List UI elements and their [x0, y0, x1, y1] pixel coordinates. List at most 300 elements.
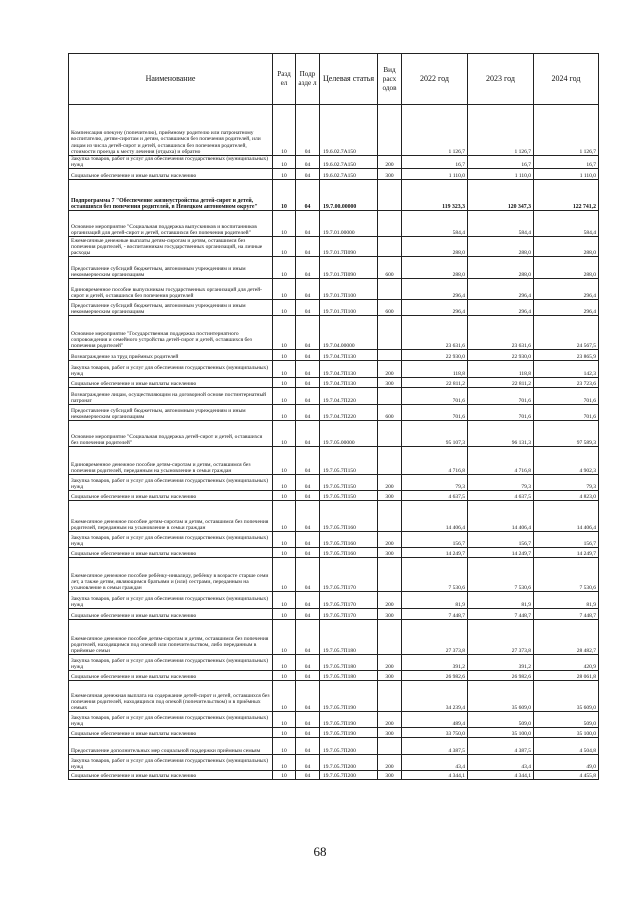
cell-razd: 10 [273, 180, 296, 211]
cell-vid [378, 620, 402, 655]
cell-razd: 10 [273, 105, 296, 156]
cell-name: Закупка товаров, работ и услуг для обеспечения государственных (муниципальных) нужд [69, 655, 273, 671]
cell-2024: 584,4 [534, 211, 599, 237]
cell-vid: 300 [378, 609, 402, 620]
cell-razd: 10 [273, 532, 296, 548]
cell-podr: 04 [296, 620, 320, 655]
table-row [69, 728, 599, 738]
cell-2022: 95 107,3 [402, 421, 468, 447]
cell-2022: 34 239,4 [402, 681, 468, 712]
cell-vid: 200 [378, 475, 402, 491]
cell-2023: 14 249,7 [468, 548, 534, 558]
header-razd: Разд ел [273, 54, 296, 105]
cell-podr: 04 [296, 491, 320, 501]
cell-name: Закупка товаров, работ и услуг для обеспечения государственных (муниципальных) нужд [69, 592, 273, 609]
cell-target: 19.7.05.7П150 [320, 475, 378, 491]
cell-podr: 04 [296, 211, 320, 237]
cell-name: Ежемесячные денежные выплаты детям-сиротам и детям, оставшимся без попечения родителей, - воспитанникам государственных организаций, на личные расходы [69, 237, 273, 257]
cell-name: Предоставление субсидий бюджетным, автономным учреждениям и иным некоммерческим организациям [69, 257, 273, 279]
cell-podr: 04 [296, 421, 320, 447]
cell-2022: 584,4 [402, 211, 468, 237]
cell-vid [378, 279, 402, 300]
cell-2024: 14 249,7 [534, 548, 599, 558]
cell-2022: 296,4 [402, 279, 468, 300]
cell-podr: 04 [296, 712, 320, 728]
table-row [69, 211, 599, 237]
cell-target: 19.7.01.7П100 [320, 300, 378, 316]
cell-podr: 04 [296, 156, 320, 169]
cell-2022: 7 530,6 [402, 558, 468, 592]
cell-2023: 296,4 [468, 279, 534, 300]
cell-2024: 4 902,3 [534, 447, 599, 475]
cell-2024: 35 609,0 [534, 681, 599, 712]
cell-podr: 04 [296, 257, 320, 279]
cell-razd: 10 [273, 388, 296, 405]
cell-2022: 14 249,7 [402, 548, 468, 558]
cell-2023: 96 131,3 [468, 421, 534, 447]
cell-name: Закупка товаров, работ и услуг для обеспечения государственных (муниципальных) нужд [69, 361, 273, 378]
header-2023: 2023 год [468, 54, 534, 105]
cell-name: Ежемесячная денежная выплата на содержание детей-сирот и детей, оставшихся без попечения родителей, находящихся под опекой (попечительством) и в приёмных семьях [69, 681, 273, 712]
cell-razd: 10 [273, 755, 296, 771]
cell-vid: 600 [378, 405, 402, 421]
cell-target: 19.7.05.7П180 [320, 655, 378, 671]
cell-2024: 142,3 [534, 361, 599, 378]
cell-podr: 04 [296, 180, 320, 211]
cell-target: 19.7.01.00000 [320, 211, 378, 237]
cell-podr: 04 [296, 350, 320, 361]
table-row [69, 361, 599, 378]
cell-2023: 7 530,6 [468, 558, 534, 592]
table-row [69, 548, 599, 558]
cell-target: 19.7.01.7П100 [320, 279, 378, 300]
cell-razd: 10 [273, 257, 296, 279]
cell-name: Ежемесячное денежное пособие детям-сиротам и детям, оставшимся без попечения родителей, переданным на усыновление в семьи граждан [69, 501, 273, 532]
cell-target: 19.6.02.7А150 [320, 156, 378, 169]
cell-2024: 701,6 [534, 405, 599, 421]
header-name: Наименование [69, 54, 273, 105]
cell-vid [378, 738, 402, 755]
table-row [69, 169, 599, 180]
cell-2023: 4 716,8 [468, 447, 534, 475]
cell-2023: 81,9 [468, 592, 534, 609]
cell-target: 19.7.05.7П160 [320, 501, 378, 532]
cell-2023: 296,4 [468, 300, 534, 316]
cell-target: 19.7.05.7П190 [320, 681, 378, 712]
cell-2024: 420,9 [534, 655, 599, 671]
cell-2024: 4 504,8 [534, 738, 599, 755]
cell-vid: 200 [378, 712, 402, 728]
cell-razd: 10 [273, 501, 296, 532]
cell-podr: 04 [296, 755, 320, 771]
cell-2024: 16,7 [534, 156, 599, 169]
table-row [69, 755, 599, 771]
cell-name: Социальное обеспечение и иные выплаты населению [69, 169, 273, 180]
cell-podr: 04 [296, 316, 320, 350]
cell-target: 19.7.04.00000 [320, 316, 378, 350]
cell-razd: 10 [273, 169, 296, 180]
cell-2022: 7 448,7 [402, 609, 468, 620]
cell-target: 19.7.05.7П190 [320, 712, 378, 728]
cell-target: 19.7.05.7П180 [320, 671, 378, 681]
cell-vid [378, 388, 402, 405]
table-row [69, 237, 599, 257]
cell-razd: 10 [273, 548, 296, 558]
cell-vid [378, 421, 402, 447]
cell-razd: 10 [273, 771, 296, 780]
table-row [69, 491, 599, 501]
cell-target: 19.7.04.7П220 [320, 405, 378, 421]
cell-name: Вознаграждение лицам, осуществляющим на договорной основе постинтернатный патронат [69, 388, 273, 405]
cell-vid: 200 [378, 156, 402, 169]
cell-target: 19.7.05.7П150 [320, 491, 378, 501]
cell-name: Закупка товаров, работ и услуг для обеспечения государственных (муниципальных) нужд [69, 475, 273, 491]
header-target: Целевая статья [320, 54, 378, 105]
cell-vid [378, 350, 402, 361]
cell-razd: 10 [273, 712, 296, 728]
header-vid: Вид расх одов [378, 54, 402, 105]
cell-podr: 04 [296, 237, 320, 257]
page-number: 68 [313, 844, 327, 859]
cell-2024: 701,6 [534, 388, 599, 405]
table-row [69, 532, 599, 548]
cell-2023: 16,7 [468, 156, 534, 169]
cell-target: 19.7.04.7П130 [320, 378, 378, 388]
cell-podr: 04 [296, 655, 320, 671]
cell-2022: 26 982,6 [402, 671, 468, 681]
cell-podr: 04 [296, 501, 320, 532]
cell-name: Подпрограмма 7 "Обеспечение жизнеустройства детей-сирот и детей, оставшихся без попечения родителей, в Ненецком автономном округе" [69, 180, 273, 211]
cell-target: 19.7.01.7П090 [320, 257, 378, 279]
cell-2022: 14 406,4 [402, 501, 468, 532]
cell-podr: 04 [296, 592, 320, 609]
cell-2022: 4 637,5 [402, 491, 468, 501]
cell-name: Предоставление дополнительных мер социальной поддержки приёмным семьям [69, 738, 273, 755]
table-row [69, 620, 599, 655]
cell-2023: 7 448,7 [468, 609, 534, 620]
table-row [69, 350, 599, 361]
table-row [69, 558, 599, 592]
budget-table-container [68, 53, 598, 780]
cell-2024: 4 823,0 [534, 491, 599, 501]
cell-2024: 7 448,7 [534, 609, 599, 620]
cell-vid [378, 681, 402, 712]
cell-2022: 296,4 [402, 300, 468, 316]
cell-vid [378, 501, 402, 532]
cell-name: Социальное обеспечение и иные выплаты населению [69, 491, 273, 501]
cell-podr: 04 [296, 771, 320, 780]
cell-razd: 10 [273, 475, 296, 491]
table-row [69, 609, 599, 620]
cell-vid [378, 105, 402, 156]
cell-name: Компенсация опекуну (попечителю), приёмному родителю или патронатному воспитателю, детям-сиротам и детям, оставшимся без попечения родителей, или лицам из числа детей-сирот и детей, оставшихся без попечения родителей, стоимости проезда к месту лечения (отдыха) и обратно [69, 105, 273, 156]
table-row [69, 447, 599, 475]
cell-podr: 04 [296, 447, 320, 475]
cell-podr: 04 [296, 105, 320, 156]
cell-2024: 122 741,2 [534, 180, 599, 211]
table-row [69, 712, 599, 728]
cell-name: Закупка товаров, работ и услуг для обеспечения государственных (муниципальных) нужд [69, 755, 273, 771]
cell-name: Вознаграждение за труд приёмных родителей [69, 350, 273, 361]
cell-2022: 23 631,6 [402, 316, 468, 350]
cell-target: 19.7.05.7П170 [320, 592, 378, 609]
cell-2022: 22 930,0 [402, 350, 468, 361]
cell-target: 19.7.01.7П090 [320, 237, 378, 257]
cell-2023: 701,6 [468, 405, 534, 421]
cell-2022: 391,2 [402, 655, 468, 671]
cell-2022: 22 811,2 [402, 378, 468, 388]
cell-2023: 26 982,6 [468, 671, 534, 681]
table-header-row [69, 54, 599, 105]
cell-2023: 22 930,0 [468, 350, 534, 361]
cell-2023: 1 126,7 [468, 105, 534, 156]
cell-razd: 10 [273, 421, 296, 447]
cell-vid: 200 [378, 532, 402, 548]
cell-podr: 04 [296, 388, 320, 405]
cell-razd: 10 [273, 655, 296, 671]
table-row [69, 405, 599, 421]
cell-vid: 300 [378, 548, 402, 558]
cell-podr: 04 [296, 300, 320, 316]
cell-razd: 10 [273, 378, 296, 388]
cell-podr: 04 [296, 548, 320, 558]
cell-2023: 391,2 [468, 655, 534, 671]
cell-2024: 35 100,0 [534, 728, 599, 738]
cell-razd: 10 [273, 211, 296, 237]
cell-2022: 81,9 [402, 592, 468, 609]
cell-2024: 296,4 [534, 300, 599, 316]
cell-podr: 04 [296, 738, 320, 755]
cell-target: 19.7.00.00000 [320, 180, 378, 211]
cell-2024: 156,7 [534, 532, 599, 548]
cell-2024: 14 406,4 [534, 501, 599, 532]
cell-vid [378, 211, 402, 237]
cell-2022: 156,7 [402, 532, 468, 548]
cell-target: 19.7.04.7П130 [320, 350, 378, 361]
table-row [69, 671, 599, 681]
cell-vid [378, 180, 402, 211]
cell-2023: 1 110,0 [468, 169, 534, 180]
cell-podr: 04 [296, 532, 320, 548]
cell-2023: 27 373,8 [468, 620, 534, 655]
cell-razd: 10 [273, 279, 296, 300]
budget-table [68, 53, 599, 780]
cell-target: 19.7.05.7П160 [320, 532, 378, 548]
cell-vid: 200 [378, 755, 402, 771]
cell-2023: 120 347,3 [468, 180, 534, 211]
cell-podr: 04 [296, 475, 320, 491]
table-row [69, 156, 599, 169]
cell-2023: 35 609,0 [468, 681, 534, 712]
header-podr: Подр азде л [296, 54, 320, 105]
cell-target: 19.7.05.00000 [320, 421, 378, 447]
table-row [69, 105, 599, 156]
cell-target: 19.7.05.7П180 [320, 620, 378, 655]
cell-name: Закупка товаров, работ и услуг для обеспечения государственных (муниципальных) нужд [69, 712, 273, 728]
cell-2024: 509,0 [534, 712, 599, 728]
cell-name: Единовременное пособие выпускникам государственных организаций для детей-сирот и детей, оставшихся без попечения родителей [69, 279, 273, 300]
table-row [69, 378, 599, 388]
header-2022: 2022 год [402, 54, 468, 105]
cell-name: Основное мероприятие "Социальная поддержка детей-сирот и детей, оставшихся без попечения родителей" [69, 421, 273, 447]
cell-2024: 7 530,6 [534, 558, 599, 592]
cell-target: 19.7.04.7П130 [320, 361, 378, 378]
cell-2023: 22 811,2 [468, 378, 534, 388]
cell-podr: 04 [296, 558, 320, 592]
cell-2022: 1 126,7 [402, 105, 468, 156]
cell-2024: 24 567,5 [534, 316, 599, 350]
cell-2024: 296,4 [534, 279, 599, 300]
cell-vid: 300 [378, 671, 402, 681]
cell-2024: 28 061,8 [534, 671, 599, 681]
cell-2024: 79,3 [534, 475, 599, 491]
cell-razd: 10 [273, 447, 296, 475]
cell-razd: 10 [273, 405, 296, 421]
cell-name: Закупка товаров, работ и услуг для обеспечения государственных (муниципальных) нужд [69, 532, 273, 548]
cell-2022: 33 750,0 [402, 728, 468, 738]
cell-2023: 288,0 [468, 237, 534, 257]
cell-name: Социальное обеспечение и иные выплаты населению [69, 378, 273, 388]
table-row [69, 771, 599, 780]
table-row [69, 180, 599, 211]
table-row [69, 681, 599, 712]
cell-name: Социальное обеспечение и иные выплаты населению [69, 771, 273, 780]
cell-2024: 23 723,6 [534, 378, 599, 388]
table-body [69, 105, 599, 780]
cell-podr: 04 [296, 169, 320, 180]
cell-name: Ежемесячное денежное пособие детям-сиротам и детям, оставшимся без попечения родителей, находящимся под опекой или попечительством, либо переданным в приёмные семьи [69, 620, 273, 655]
table-row [69, 655, 599, 671]
table-row [69, 257, 599, 279]
cell-2023: 4 344,1 [468, 771, 534, 780]
cell-2022: 16,7 [402, 156, 468, 169]
cell-razd: 10 [273, 681, 296, 712]
cell-podr: 04 [296, 378, 320, 388]
cell-2022: 4 716,8 [402, 447, 468, 475]
cell-2024: 4 455,8 [534, 771, 599, 780]
cell-vid: 600 [378, 300, 402, 316]
cell-2024: 288,0 [534, 237, 599, 257]
cell-2023: 156,7 [468, 532, 534, 548]
header-2024: 2024 год [534, 54, 599, 105]
cell-name: Социальное обеспечение и иные выплаты населению [69, 548, 273, 558]
cell-name: Предоставление субсидий бюджетным, автономным учреждениям и иным некоммерческим организациям [69, 405, 273, 421]
cell-podr: 04 [296, 609, 320, 620]
cell-2022: 489,4 [402, 712, 468, 728]
cell-vid: 200 [378, 361, 402, 378]
cell-2022: 79,3 [402, 475, 468, 491]
cell-name: Ежемесячное денежное пособие ребёнку-инвалиду, ребёнку в возрасте старше семи лет, а также детям, являющимся братьями и (или) сестрами, переданным на усыновление в семьи граждан [69, 558, 273, 592]
cell-name: Социальное обеспечение и иные выплаты населению [69, 728, 273, 738]
table-row [69, 475, 599, 491]
cell-2023: 23 631,6 [468, 316, 534, 350]
cell-vid: 600 [378, 257, 402, 279]
table-row [69, 421, 599, 447]
cell-podr: 04 [296, 361, 320, 378]
cell-target: 19.7.05.7П170 [320, 558, 378, 592]
cell-vid: 300 [378, 169, 402, 180]
cell-target: 19.7.04.7П220 [320, 388, 378, 405]
cell-2022: 701,6 [402, 388, 468, 405]
cell-vid: 300 [378, 771, 402, 780]
cell-2022: 4 344,1 [402, 771, 468, 780]
cell-2022: 288,0 [402, 237, 468, 257]
cell-2024: 49,0 [534, 755, 599, 771]
cell-2024: 28 482,7 [534, 620, 599, 655]
cell-2022: 119 323,3 [402, 180, 468, 211]
cell-razd: 10 [273, 558, 296, 592]
cell-name: Единовременное денежное пособие детям-сиротам и детям, оставшимся без попечения родителей, переданным на усыновление в семьи граждан [69, 447, 273, 475]
cell-vid [378, 447, 402, 475]
cell-2022: 43,4 [402, 755, 468, 771]
cell-2022: 4 387,5 [402, 738, 468, 755]
cell-vid [378, 316, 402, 350]
cell-razd: 10 [273, 237, 296, 257]
cell-podr: 04 [296, 671, 320, 681]
cell-razd: 10 [273, 350, 296, 361]
cell-2024: 288,0 [534, 257, 599, 279]
cell-podr: 04 [296, 405, 320, 421]
table-row [69, 300, 599, 316]
cell-2023: 14 406,4 [468, 501, 534, 532]
cell-razd: 10 [273, 361, 296, 378]
cell-2023: 509,0 [468, 712, 534, 728]
cell-razd: 10 [273, 300, 296, 316]
cell-2024: 1 110,0 [534, 169, 599, 180]
cell-vid: 200 [378, 592, 402, 609]
cell-razd: 10 [273, 592, 296, 609]
cell-razd: 10 [273, 156, 296, 169]
cell-razd: 10 [273, 609, 296, 620]
cell-target: 19.7.05.7П150 [320, 447, 378, 475]
cell-2024: 23 865,9 [534, 350, 599, 361]
table-row [69, 316, 599, 350]
cell-vid: 300 [378, 728, 402, 738]
cell-razd: 10 [273, 728, 296, 738]
cell-vid: 300 [378, 491, 402, 501]
cell-2023: 4 387,5 [468, 738, 534, 755]
cell-podr: 04 [296, 681, 320, 712]
cell-name: Закупка товаров, работ и услуг для обеспечения государственных (муниципальных) нужд [69, 156, 273, 169]
cell-podr: 04 [296, 728, 320, 738]
cell-target: 19.7.05.7П190 [320, 728, 378, 738]
cell-name: Социальное обеспечение и иные выплаты населению [69, 609, 273, 620]
table-row [69, 501, 599, 532]
cell-target: 19.7.05.7П200 [320, 738, 378, 755]
cell-target: 19.7.05.7П170 [320, 609, 378, 620]
cell-name: Основное мероприятие "Социальная поддержка выпускников и воспитанников организаций для детей-сирот и детей, оставшихся без попечения родителей" [69, 211, 273, 237]
cell-razd: 10 [273, 620, 296, 655]
cell-target: 19.7.05.7П200 [320, 771, 378, 780]
cell-2023: 43,4 [468, 755, 534, 771]
table-row [69, 592, 599, 609]
cell-vid: 300 [378, 378, 402, 388]
cell-razd: 10 [273, 671, 296, 681]
table-row [69, 388, 599, 405]
cell-2023: 701,6 [468, 388, 534, 405]
cell-target: 19.6.02.7А150 [320, 105, 378, 156]
cell-name: Социальное обеспечение и иные выплаты населению [69, 671, 273, 681]
cell-target: 19.6.02.7А150 [320, 169, 378, 180]
cell-target: 19.7.05.7П160 [320, 548, 378, 558]
cell-2023: 79,3 [468, 475, 534, 491]
cell-target: 19.7.05.7П200 [320, 755, 378, 771]
cell-2024: 1 126,7 [534, 105, 599, 156]
table-row [69, 279, 599, 300]
cell-2023: 584,4 [468, 211, 534, 237]
cell-2022: 701,6 [402, 405, 468, 421]
cell-podr: 04 [296, 279, 320, 300]
